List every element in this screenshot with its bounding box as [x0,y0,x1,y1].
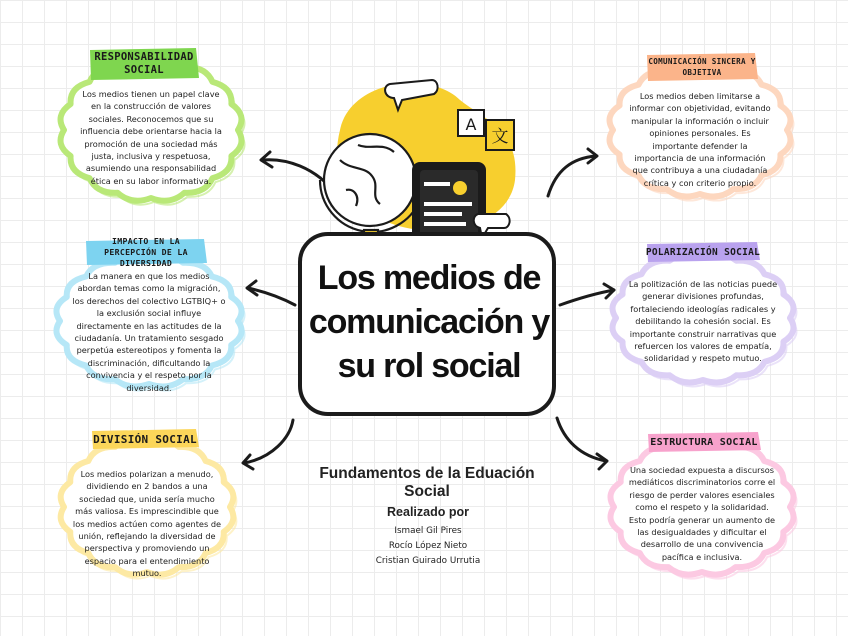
made-by-label: Realizado por [387,505,469,519]
node-text: La politización de las noticias puede generar divisiones profundas, fortaleciendo ideologías radicales y debilitando la cohesión social. Es importante construir narrativas que refuercen los valores de empatía, solidaridad y respeto mutuo. [628,279,778,364]
node-estructura [608,436,796,578]
translate-symbol-a: A [465,115,477,134]
node-polarizacion [610,250,796,386]
author-name: Cristian Guirado Urrutia [375,556,481,566]
node-label-estructura: ESTRUCTURA SOCIAL [646,431,762,453]
arrow-impacto [248,288,295,305]
node-label-impacto: IMPACTO EN LA PERCEPCIÓN DE LA DIVERSIDAD [84,238,208,266]
node-text: La manera en que los medios abordan temas como la migración, los derechos del colectivo LGTBIQ+ o la exclusión social influye directamente en las actitudes de la ciudadanía. Un tratamiento sesgado perpetúa estereotipos y fomenta la discriminación, dificultando la convivencia y el respeto por la diversidad. [72,271,226,393]
node-division [58,436,236,578]
node-impacto [54,252,244,393]
author-name: Rocío López Nieto [388,541,468,551]
node-text: Los medios tienen un papel clave en la construcción de valores sociales. Reconocemos que su influencia debe orientarse hacia la promoción de una sociedad más justa, inclusiva y respetuosa, asumiendo una responsabilidad ética en su labor informativa. [80,89,222,186]
node-label-division: DIVISIÓN SOCIAL [90,428,200,450]
author-name: Ismael Gil Pires [394,526,462,536]
node-label-polarizacion: POLARIZACIÓN SOCIAL [645,241,761,263]
node-text: Una sociedad expuesta a discursos mediáticos discriminatorios corre el riesgo de perder valores esenciales como el respeto y la solidaridad. Esto podría generar un aumento de las desigualdades y dificultar el desarrollo de una convivencia pacífica e inclusiva. [628,465,776,562]
central-title: Los medios de comunicación y su rol social [308,259,550,385]
node-text: Los medios deben limitarse a informar con objetividad, evitando manipular la información o incluir opiniones personales. Es importante defender la importancia de una información que contribuya a una ciudadanía crítica y con criterio propio. [629,91,771,188]
course-subject: Fundamentos de la Eduación Social [319,465,535,500]
node-text: Los medios polarizan a menudo, dividiendo en 2 bandos a una sociedad que, unida sería mucho más valiosa. Es imprescindible que los medios actúen como agentes de unión, reflejando la diversidad de perspectiva y promoviendo un espacio para el entendimiento mutuo. [72,469,222,579]
globe-icon [320,134,420,246]
translate-symbol-zh: 文 [491,127,509,147]
arrow-division [244,420,293,463]
node-label-comunicacion: COMUNICACIÓN SINCERA Y OBJETIVA [645,52,759,82]
node-label-responsabilidad: RESPONSABILIDAD SOCIAL [88,47,200,81]
